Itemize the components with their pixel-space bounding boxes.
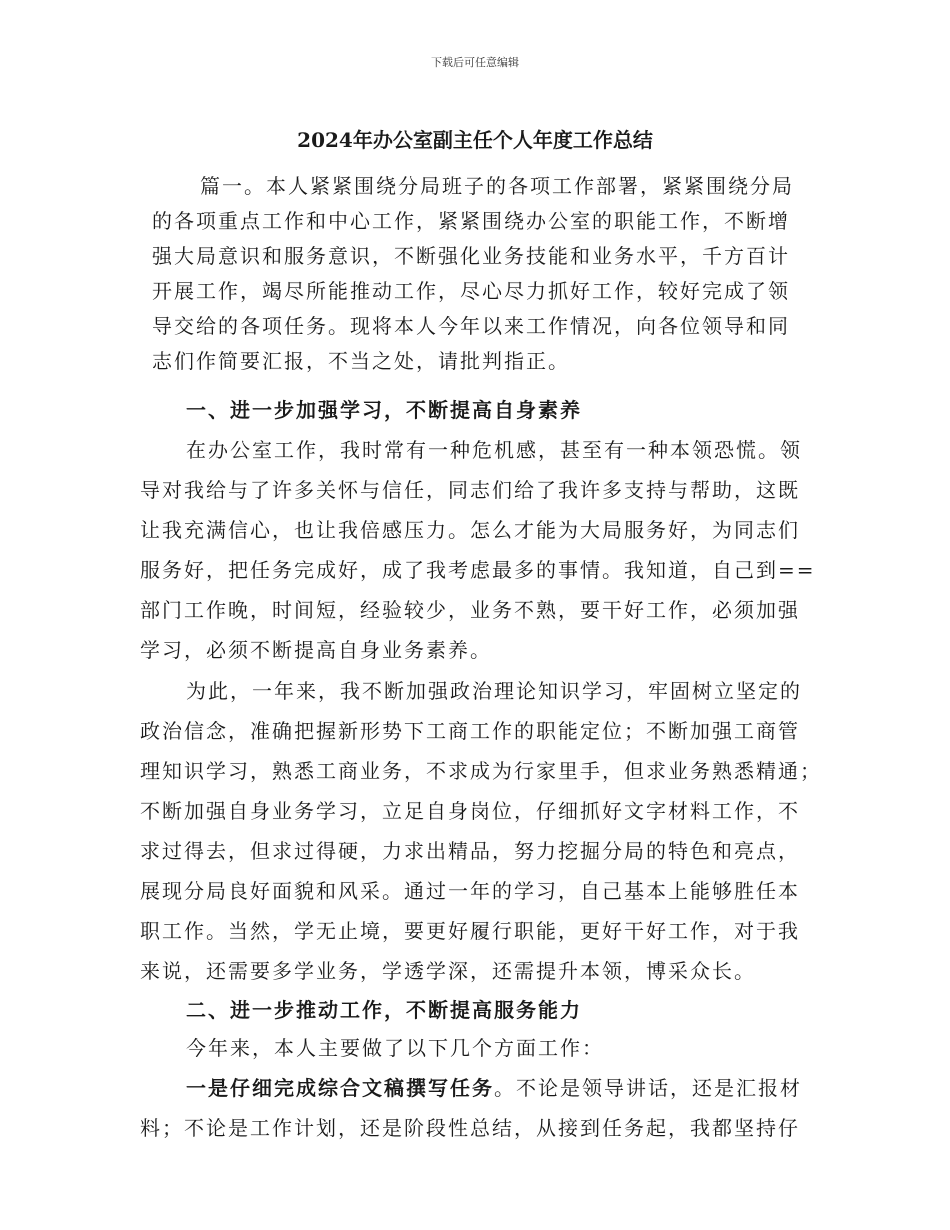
paragraph-line: 导对我给与了许多关怀与信任，同志们给了我许多支持与帮助，这既	[140, 478, 800, 502]
paragraph-line: 让我充满信心，也让我倍感压力。怎么才能为大局服务好，为同志们	[140, 518, 800, 542]
paragraph-line: 开展工作，竭尽所能推动工作，尽心尽力抓好工作，较好完成了领	[152, 279, 790, 303]
paragraph-line: 政治信念，准确把握新形势下工商工作的职能定位；不断加强工商管	[140, 719, 800, 743]
paragraph-line: 不断加强自身业务学习，立足自身岗位，仔细抓好文字材料工作，不	[140, 799, 800, 823]
paragraph-line: 在办公室工作，我时常有一种危机感，甚至有一种本领恐慌。领	[186, 438, 802, 462]
paragraph-line: 料；不论是工作计划，还是阶段性总结，从接到任务起，我都坚持仔	[140, 1116, 800, 1140]
paragraph-line: 今年来，本人主要做了以下几个方面工作：	[186, 1036, 604, 1060]
paragraph-line: 的各项重点工作和中心工作，紧紧围绕办公室的职能工作，不断增	[152, 209, 790, 233]
emphasis-text: 一是仔细完成综合文稿撰写任务	[186, 1076, 494, 1100]
paragraph-line: 部门工作晚，时间短，经验较少，业务不熟，要干好工作，必须加强	[140, 598, 800, 622]
paragraph-line: 展现分局良好面貌和风采。通过一年的学习，自己基本上能够胜任本	[140, 879, 800, 903]
paragraph-line: 来说，还需要多学业务，学透学深，还需提升本领，博采众长。	[140, 959, 756, 983]
section-heading: 二、进一步推动工作，不断提高服务能力	[186, 998, 582, 1022]
document-title: 2024年办公室副主任个人年度工作总结	[297, 128, 653, 152]
paragraph-line: 职工作。当然，学无止境，要更好履行职能，更好干好工作，对于我	[140, 919, 800, 943]
paragraph-line	[186, 1076, 858, 1100]
paragraph-line: 求过得去，但求过得硬，力求出精品，努力挖掘分局的特色和亮点，	[140, 839, 800, 863]
paragraph-line: 为此，一年来，我不断加强政治理论知识学习，牢固树立坚定的	[186, 679, 802, 703]
paragraph-line: 学习，必须不断提高自身业务素养。	[140, 638, 492, 662]
paragraph-line: 篇一。本人紧紧围绕分局班子的各项工作部署，紧紧围绕分局	[200, 174, 794, 198]
paragraph-line: 导交给的各项任务。现将本人今年以来工作情况，向各位领导和同	[152, 314, 790, 338]
paragraph-line: 志们作简要汇报，不当之处，请批判指正。	[152, 349, 570, 373]
paragraph-line: 服务好，把任务完成好，成了我考虑最多的事情。我知道，自己到==	[140, 558, 816, 582]
header-note: 下载后可任意编辑	[431, 56, 519, 69]
section-heading: 一、进一步加强学习，不断提高自身素养	[186, 398, 582, 422]
paragraph-text: 。不论是领导讲话，还是汇报材	[494, 1076, 802, 1100]
paragraph-line: 理知识学习，熟悉工商业务，不求成为行家里手，但求业务熟悉精通；	[140, 759, 822, 783]
paragraph-line: 强大局意识和服务意识，不断强化业务技能和业务水平，千方百计	[152, 244, 790, 268]
